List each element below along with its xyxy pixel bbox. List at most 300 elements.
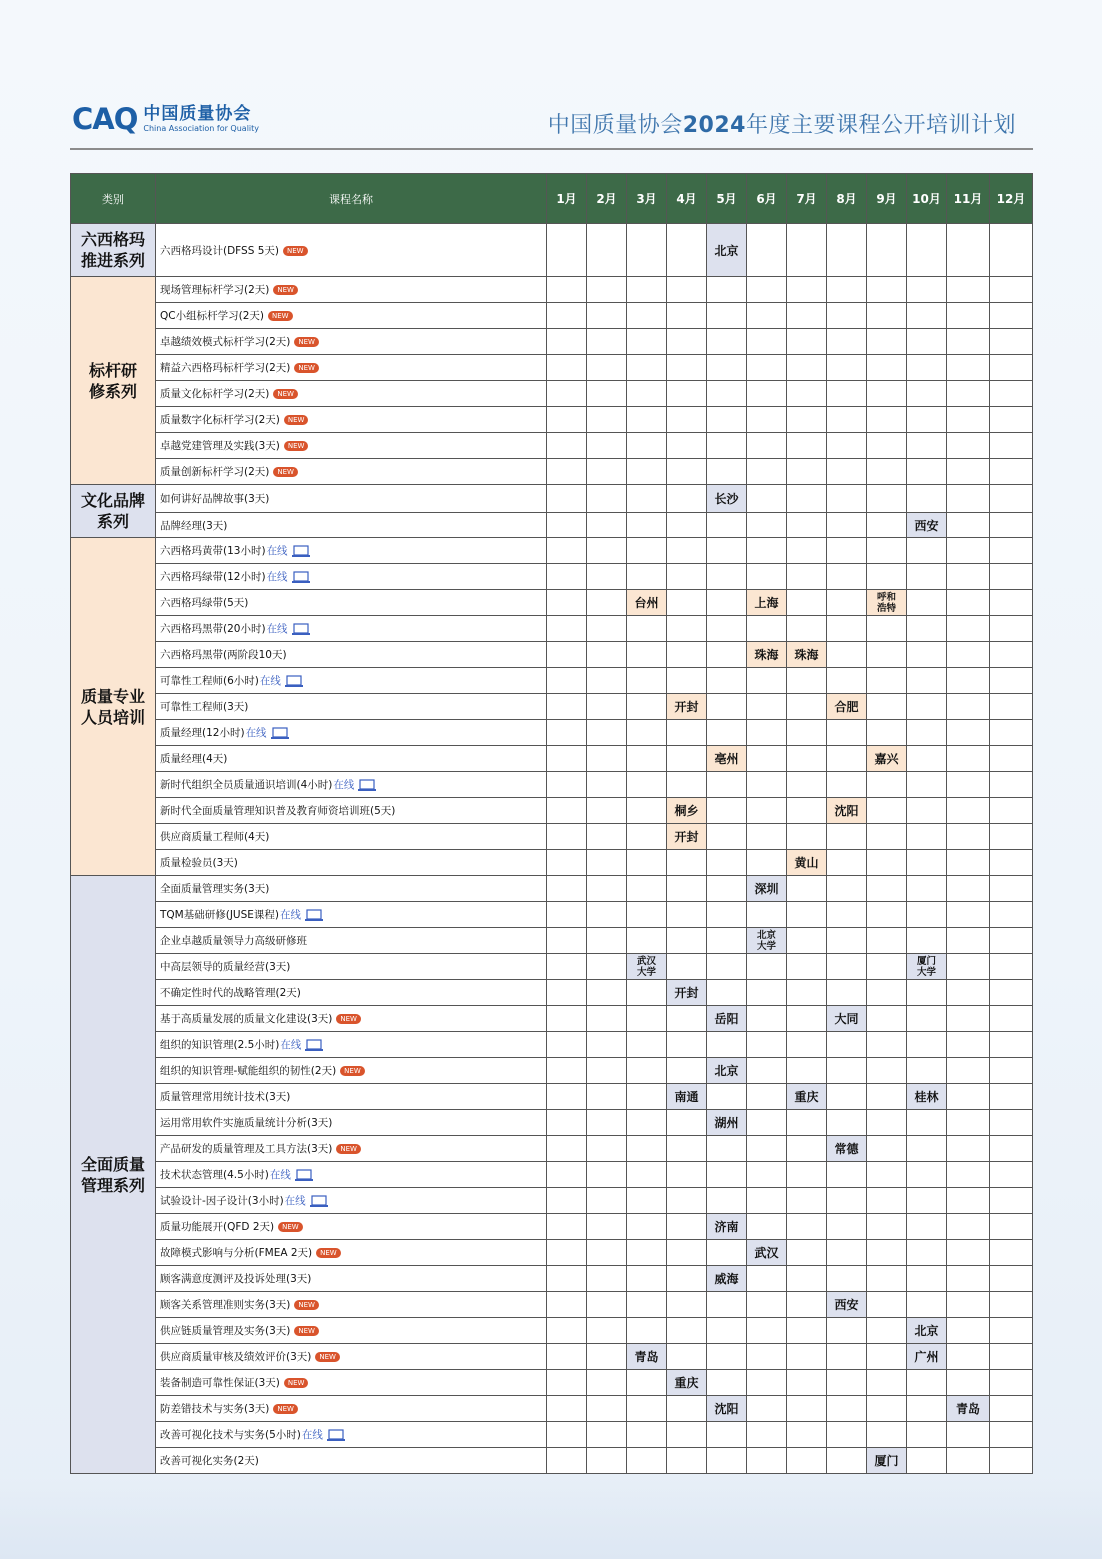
month-cell bbox=[667, 642, 707, 668]
month-cell bbox=[667, 1032, 707, 1058]
location-cell: 北京 bbox=[907, 1318, 947, 1344]
month-cell bbox=[667, 355, 707, 381]
table-row bbox=[71, 513, 1033, 538]
course-name: 六西格玛黑带(两阶段10天) bbox=[160, 649, 287, 661]
month-cell bbox=[787, 538, 827, 564]
month-cell bbox=[627, 928, 667, 954]
month-cell bbox=[907, 1240, 947, 1266]
month-cell bbox=[907, 407, 947, 433]
course-name-cell bbox=[156, 1344, 547, 1370]
month-cell bbox=[667, 1136, 707, 1162]
category-line: 管理系列 bbox=[80, 1175, 145, 1195]
month-cell bbox=[707, 564, 747, 590]
month-cell bbox=[627, 1266, 667, 1292]
header-month: 8月 bbox=[827, 174, 867, 224]
course-name: 顾客关系管理准则实务(3天) bbox=[160, 1299, 291, 1311]
month-cell bbox=[627, 303, 667, 329]
course-name: 六西格玛黑带(20小时) bbox=[160, 623, 266, 635]
month-cell bbox=[990, 1240, 1033, 1266]
location-cell: 黄山 bbox=[787, 850, 827, 876]
course-name: 卓越绩效模式标杆学习(2天) bbox=[160, 336, 291, 348]
month-cell bbox=[990, 642, 1033, 668]
month-cell bbox=[667, 513, 707, 538]
month-cell bbox=[827, 277, 867, 303]
course-name: 技术状态管理(4.5小时) bbox=[160, 1169, 269, 1181]
course-name-cell bbox=[156, 1110, 547, 1136]
month-cell bbox=[947, 980, 990, 1006]
month-cell bbox=[627, 1292, 667, 1318]
month-cell bbox=[707, 694, 747, 720]
month-cell bbox=[827, 329, 867, 355]
month-cell bbox=[587, 1344, 627, 1370]
table-row bbox=[71, 1448, 1033, 1474]
month-cell bbox=[547, 1318, 587, 1344]
table-row bbox=[71, 1110, 1033, 1136]
month-cell bbox=[787, 1396, 827, 1422]
month-cell bbox=[907, 329, 947, 355]
course-name: 改善可视化技术与实务(5小时) bbox=[160, 1429, 301, 1441]
course-name: 质量数字化标杆学习(2天) bbox=[160, 414, 280, 426]
month-cell bbox=[907, 1188, 947, 1214]
month-cell bbox=[947, 224, 990, 277]
month-cell bbox=[867, 720, 907, 746]
table-row bbox=[71, 1344, 1033, 1370]
month-cell bbox=[587, 1084, 627, 1110]
location-cell: 武汉大学 bbox=[627, 954, 667, 980]
month-cell bbox=[787, 407, 827, 433]
month-cell bbox=[947, 459, 990, 485]
course-name-cell bbox=[156, 590, 547, 616]
month-cell bbox=[707, 824, 747, 850]
course-name-cell bbox=[156, 876, 547, 902]
month-cell bbox=[787, 1422, 827, 1448]
month-cell bbox=[707, 902, 747, 928]
new-badge: NEW bbox=[268, 311, 293, 321]
table-row bbox=[71, 329, 1033, 355]
month-cell bbox=[867, 355, 907, 381]
month-cell bbox=[547, 1448, 587, 1474]
month-cell bbox=[867, 1344, 907, 1370]
month-cell bbox=[587, 746, 627, 772]
online-label: 在线 bbox=[266, 623, 288, 635]
header-month: 6月 bbox=[747, 174, 787, 224]
header-month: 3月 bbox=[627, 174, 667, 224]
month-cell bbox=[547, 590, 587, 616]
new-badge: NEW bbox=[294, 363, 319, 373]
course-name-cell bbox=[156, 564, 547, 590]
month-cell bbox=[787, 772, 827, 798]
month-cell bbox=[707, 1318, 747, 1344]
month-cell bbox=[587, 616, 627, 642]
month-cell bbox=[990, 1162, 1033, 1188]
course-name: 供应链质量管理及实务(3天) bbox=[160, 1325, 291, 1337]
month-cell bbox=[707, 459, 747, 485]
table-row bbox=[71, 1422, 1033, 1448]
month-cell bbox=[907, 1162, 947, 1188]
header-month: 11月 bbox=[947, 174, 990, 224]
month-cell bbox=[907, 746, 947, 772]
location-cell: 广州 bbox=[907, 1344, 947, 1370]
month-cell bbox=[827, 433, 867, 459]
month-cell bbox=[827, 954, 867, 980]
month-cell bbox=[907, 902, 947, 928]
location-cell: 开封 bbox=[667, 980, 707, 1006]
logo-en: China Association for Quality bbox=[143, 124, 260, 133]
course-name: 不确定性时代的战略管理(2天) bbox=[160, 987, 301, 999]
location-cell: 嘉兴 bbox=[867, 746, 907, 772]
month-cell bbox=[787, 1214, 827, 1240]
month-cell bbox=[707, 590, 747, 616]
category-line: 标杆研 bbox=[88, 360, 137, 380]
course-name: TQM基础研修(JUSE课程) bbox=[160, 909, 280, 921]
location-cell: 南通 bbox=[667, 1084, 707, 1110]
location-cell: 沈阳 bbox=[707, 1396, 747, 1422]
month-cell bbox=[827, 902, 867, 928]
location-cell: 呼和浩特 bbox=[867, 590, 907, 616]
month-cell bbox=[947, 668, 990, 694]
month-cell bbox=[667, 1188, 707, 1214]
month-cell bbox=[990, 824, 1033, 850]
month-cell bbox=[990, 1370, 1033, 1396]
location-cell: 厦门 bbox=[867, 1448, 907, 1474]
month-cell bbox=[990, 1318, 1033, 1344]
laptop-icon bbox=[304, 1039, 324, 1052]
month-cell bbox=[627, 1318, 667, 1344]
course-name: 运用常用软件实施质量统计分析(3天) bbox=[160, 1117, 333, 1129]
course-name-cell bbox=[156, 954, 547, 980]
month-cell bbox=[627, 1214, 667, 1240]
location-cell: 珠海 bbox=[787, 642, 827, 668]
month-cell bbox=[587, 850, 627, 876]
month-cell bbox=[990, 564, 1033, 590]
month-cell bbox=[947, 1240, 990, 1266]
month-cell bbox=[990, 538, 1033, 564]
month-cell bbox=[587, 876, 627, 902]
month-cell bbox=[667, 720, 707, 746]
online-label: 在线 bbox=[280, 909, 302, 921]
location-cell: 重庆 bbox=[787, 1084, 827, 1110]
month-cell bbox=[907, 224, 947, 277]
month-cell bbox=[667, 668, 707, 694]
month-cell bbox=[627, 798, 667, 824]
online-label: 在线 bbox=[259, 675, 281, 687]
course-name: 故障模式影响与分析(FMEA 2天) bbox=[160, 1247, 313, 1259]
month-cell bbox=[707, 277, 747, 303]
month-cell bbox=[667, 1318, 707, 1344]
month-cell bbox=[547, 642, 587, 668]
month-cell bbox=[547, 1292, 587, 1318]
month-cell bbox=[827, 485, 867, 513]
month-cell bbox=[990, 224, 1033, 277]
month-cell bbox=[667, 329, 707, 355]
month-cell bbox=[947, 1058, 990, 1084]
month-cell bbox=[990, 303, 1033, 329]
month-cell bbox=[907, 720, 947, 746]
table-row bbox=[71, 1370, 1033, 1396]
table-row bbox=[71, 694, 1033, 720]
month-cell bbox=[547, 303, 587, 329]
month-cell bbox=[747, 1448, 787, 1474]
month-cell bbox=[547, 876, 587, 902]
month-cell bbox=[587, 1188, 627, 1214]
month-cell bbox=[990, 1032, 1033, 1058]
month-cell bbox=[947, 1266, 990, 1292]
category-cell bbox=[71, 538, 156, 876]
month-cell bbox=[867, 1110, 907, 1136]
month-cell bbox=[667, 1292, 707, 1318]
month-cell bbox=[787, 1266, 827, 1292]
month-cell bbox=[990, 355, 1033, 381]
month-cell bbox=[827, 1266, 867, 1292]
course-name: 卓越党建管理及实践(3天) bbox=[160, 440, 280, 452]
month-cell bbox=[547, 1084, 587, 1110]
month-cell bbox=[787, 616, 827, 642]
month-cell bbox=[787, 1136, 827, 1162]
location-cell: 重庆 bbox=[667, 1370, 707, 1396]
month-cell bbox=[990, 1188, 1033, 1214]
month-cell bbox=[787, 798, 827, 824]
month-cell bbox=[587, 980, 627, 1006]
course-name: 新时代组织全员质量通识培训(4小时) bbox=[160, 779, 333, 791]
month-cell bbox=[547, 1058, 587, 1084]
month-cell bbox=[747, 694, 787, 720]
month-cell bbox=[990, 746, 1033, 772]
month-cell bbox=[827, 1396, 867, 1422]
month-cell bbox=[587, 772, 627, 798]
month-cell bbox=[587, 1136, 627, 1162]
month-cell bbox=[667, 1422, 707, 1448]
month-cell bbox=[787, 1188, 827, 1214]
location-cell: 威海 bbox=[707, 1266, 747, 1292]
month-cell bbox=[667, 277, 707, 303]
month-cell bbox=[947, 1084, 990, 1110]
month-cell bbox=[587, 1370, 627, 1396]
month-cell bbox=[947, 329, 990, 355]
online-label: 在线 bbox=[245, 727, 267, 739]
month-cell bbox=[667, 772, 707, 798]
month-cell bbox=[627, 746, 667, 772]
month-cell bbox=[587, 1162, 627, 1188]
new-badge: NEW bbox=[336, 1014, 361, 1024]
month-cell bbox=[667, 1214, 707, 1240]
course-name: 组织的知识管理(2.5小时) bbox=[160, 1039, 280, 1051]
month-cell bbox=[990, 277, 1033, 303]
table-row bbox=[71, 954, 1033, 980]
month-cell bbox=[627, 1422, 667, 1448]
laptop-icon bbox=[309, 1195, 329, 1208]
course-name-cell bbox=[156, 513, 547, 538]
online-label: 在线 bbox=[266, 571, 288, 583]
month-cell bbox=[547, 459, 587, 485]
month-cell bbox=[747, 1032, 787, 1058]
month-cell bbox=[627, 668, 667, 694]
month-cell bbox=[627, 772, 667, 798]
month-cell bbox=[867, 459, 907, 485]
category-line: 系列 bbox=[96, 512, 129, 531]
location-cell: 西安 bbox=[827, 1292, 867, 1318]
online-label: 在线 bbox=[301, 1429, 323, 1441]
month-cell bbox=[547, 433, 587, 459]
month-cell bbox=[747, 564, 787, 590]
laptop-icon bbox=[291, 571, 311, 584]
course-name-cell bbox=[156, 1448, 547, 1474]
month-cell bbox=[547, 1110, 587, 1136]
new-badge: NEW bbox=[278, 1222, 303, 1232]
month-cell bbox=[747, 824, 787, 850]
month-cell bbox=[990, 1084, 1033, 1110]
month-cell bbox=[867, 616, 907, 642]
month-cell bbox=[707, 616, 747, 642]
table-row bbox=[71, 1240, 1033, 1266]
month-cell bbox=[867, 1162, 907, 1188]
month-cell bbox=[867, 564, 907, 590]
course-name-cell bbox=[156, 1058, 547, 1084]
month-cell bbox=[907, 850, 947, 876]
month-cell bbox=[827, 1240, 867, 1266]
month-cell bbox=[787, 224, 827, 277]
month-cell bbox=[587, 1032, 627, 1058]
month-cell bbox=[587, 954, 627, 980]
month-cell bbox=[707, 876, 747, 902]
course-name: 质量管理常用统计技术(3天) bbox=[160, 1091, 291, 1103]
document-title bbox=[548, 108, 1016, 139]
month-cell bbox=[667, 1006, 707, 1032]
month-cell bbox=[627, 513, 667, 538]
month-cell bbox=[947, 1110, 990, 1136]
month-cell bbox=[547, 616, 587, 642]
table-row bbox=[71, 1058, 1033, 1084]
month-cell bbox=[587, 224, 627, 277]
month-cell bbox=[827, 1422, 867, 1448]
new-badge: NEW bbox=[273, 467, 298, 477]
month-cell bbox=[587, 485, 627, 513]
month-cell bbox=[947, 772, 990, 798]
course-name: 防差错技术与实务(3天) bbox=[160, 1403, 270, 1415]
location-cell: 台州 bbox=[627, 590, 667, 616]
course-name: 供应商质量工程师(4天) bbox=[160, 831, 270, 843]
category-cell bbox=[71, 876, 156, 1474]
month-cell bbox=[587, 459, 627, 485]
month-cell bbox=[627, 355, 667, 381]
table-row bbox=[71, 459, 1033, 485]
month-cell bbox=[587, 433, 627, 459]
course-name: 六西格玛设计(DFSS 5天) bbox=[160, 244, 279, 257]
table-body bbox=[71, 224, 1033, 1474]
month-cell bbox=[867, 642, 907, 668]
month-cell bbox=[667, 928, 707, 954]
month-cell bbox=[627, 642, 667, 668]
month-cell bbox=[707, 303, 747, 329]
month-cell bbox=[827, 1162, 867, 1188]
table-row bbox=[71, 772, 1033, 798]
month-cell bbox=[867, 1266, 907, 1292]
category-cell bbox=[71, 485, 156, 538]
course-name-cell bbox=[156, 277, 547, 303]
month-cell bbox=[747, 1396, 787, 1422]
month-cell bbox=[867, 928, 907, 954]
month-cell bbox=[787, 928, 827, 954]
month-cell bbox=[907, 590, 947, 616]
month-cell bbox=[747, 1318, 787, 1344]
month-cell bbox=[587, 277, 627, 303]
course-name: 现场管理标杆学习(2天) bbox=[160, 284, 270, 296]
month-cell bbox=[747, 902, 787, 928]
course-name-cell bbox=[156, 1162, 547, 1188]
month-cell bbox=[990, 616, 1033, 642]
table-row bbox=[71, 1136, 1033, 1162]
month-cell bbox=[907, 772, 947, 798]
month-cell bbox=[867, 407, 907, 433]
month-cell bbox=[907, 277, 947, 303]
month-cell bbox=[990, 433, 1033, 459]
course-name-cell bbox=[156, 433, 547, 459]
month-cell bbox=[587, 513, 627, 538]
month-cell bbox=[667, 616, 707, 642]
course-name-cell bbox=[156, 459, 547, 485]
course-name-cell bbox=[156, 1240, 547, 1266]
month-cell bbox=[747, 355, 787, 381]
month-cell bbox=[907, 928, 947, 954]
month-cell bbox=[587, 1006, 627, 1032]
month-cell bbox=[707, 1370, 747, 1396]
table-row bbox=[71, 381, 1033, 407]
month-cell bbox=[627, 824, 667, 850]
month-cell bbox=[667, 746, 707, 772]
caq-logo bbox=[72, 104, 259, 134]
month-cell bbox=[787, 1370, 827, 1396]
month-cell bbox=[747, 1214, 787, 1240]
month-cell bbox=[747, 1006, 787, 1032]
course-name-cell bbox=[156, 1214, 547, 1240]
month-cell bbox=[990, 1110, 1033, 1136]
category-line: 文化品牌 bbox=[80, 491, 145, 510]
new-badge: NEW bbox=[273, 389, 298, 399]
month-cell bbox=[667, 590, 707, 616]
month-cell bbox=[827, 355, 867, 381]
month-cell bbox=[547, 1136, 587, 1162]
course-name: 装备制造可靠性保证(3天) bbox=[160, 1377, 280, 1389]
month-cell bbox=[547, 902, 587, 928]
month-cell bbox=[747, 746, 787, 772]
course-name-cell bbox=[156, 224, 547, 277]
month-cell bbox=[627, 694, 667, 720]
month-cell bbox=[827, 1188, 867, 1214]
table-row bbox=[71, 1318, 1033, 1344]
category-cell bbox=[71, 277, 156, 485]
month-cell bbox=[947, 1292, 990, 1318]
month-cell bbox=[587, 1292, 627, 1318]
month-cell bbox=[747, 329, 787, 355]
month-cell bbox=[667, 1110, 707, 1136]
month-cell bbox=[667, 381, 707, 407]
month-cell bbox=[907, 564, 947, 590]
course-name: 新时代全面质量管理知识普及教育师资培训班(5天) bbox=[160, 805, 396, 817]
month-cell bbox=[990, 1292, 1033, 1318]
location-cell: 开封 bbox=[667, 824, 707, 850]
month-cell bbox=[990, 1344, 1033, 1370]
month-cell bbox=[827, 513, 867, 538]
table-row bbox=[71, 720, 1033, 746]
month-cell bbox=[667, 954, 707, 980]
location-cell: 济南 bbox=[707, 1214, 747, 1240]
course-name: 如何讲好品牌故事(3天) bbox=[160, 493, 270, 505]
month-cell bbox=[907, 876, 947, 902]
month-cell bbox=[947, 1214, 990, 1240]
month-cell bbox=[587, 407, 627, 433]
month-cell bbox=[627, 1084, 667, 1110]
month-cell bbox=[547, 1266, 587, 1292]
month-cell bbox=[747, 303, 787, 329]
